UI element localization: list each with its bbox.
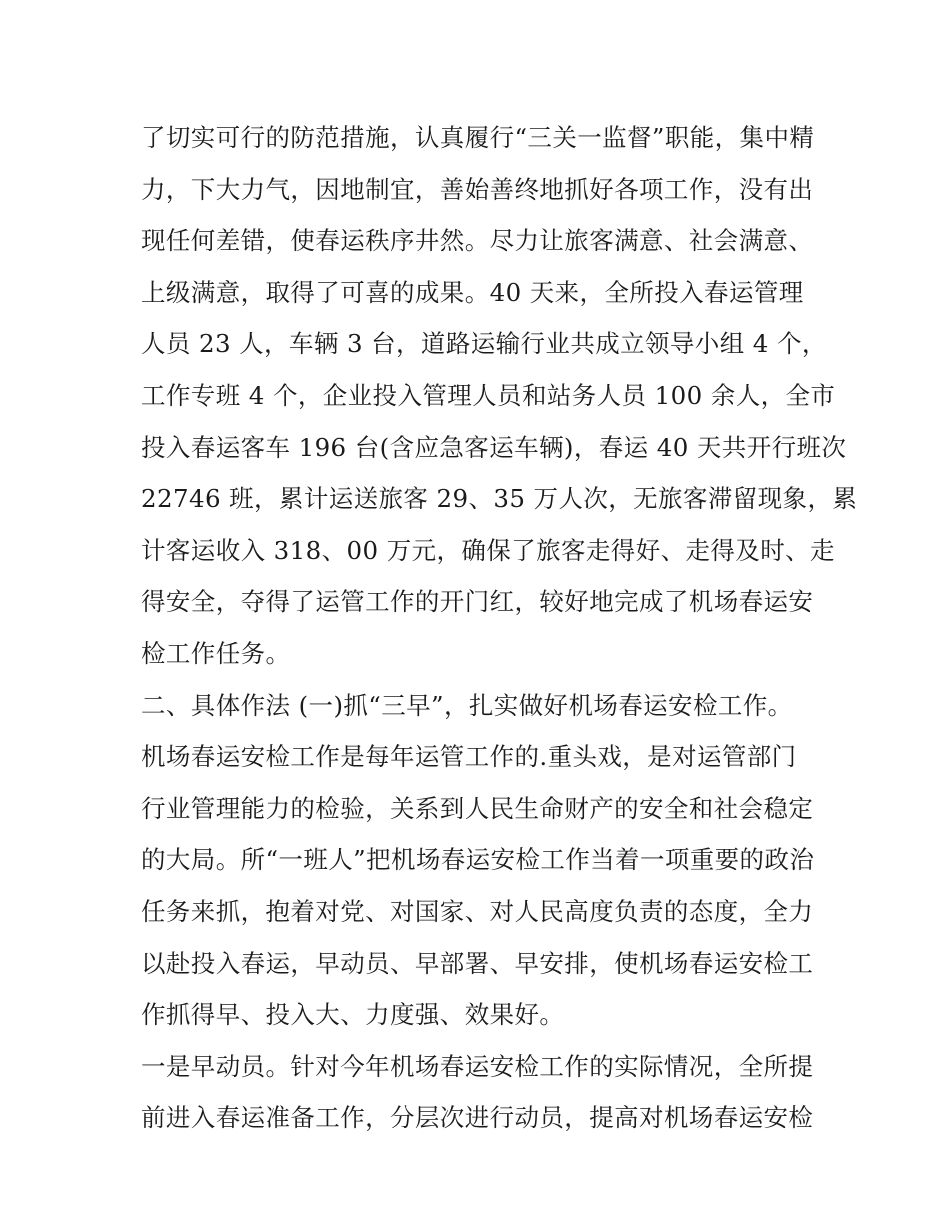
text-line: 得安全，夺得了运管工作的开门红，较好地完成了机场春运安	[141, 587, 814, 617]
text-line: 行业管理能力的检验，关系到人民生命财产的安全和社会稳定	[141, 793, 814, 823]
text-line: 一是早动员。针对今年机场春运安检工作的实际情况，全所提	[141, 1051, 814, 1081]
text-line: 的大局。所“一班人”把机场春运安检工作当着一项重要的政治	[141, 845, 815, 875]
text-line: 以赴投入春运，早动员、早部署、早安排，使机场春运安检工	[141, 948, 814, 978]
text-line: 上级满意，取得了可喜的成果。40 天来，全所投入春运管理	[141, 277, 804, 307]
text-line: 投入春运客车 196 台(含应急客运车辆)，春运 40 天共开行班次	[141, 432, 847, 462]
text-line: 机场春运安检工作是每年运管工作的.重头戏，是对运管部门	[141, 742, 797, 772]
text-line: 了切实可行的防范措施，认真履行“三关一监督”职能，集中精	[141, 123, 815, 152]
text-line: 作抓得早、投入大、力度强、效果好。	[141, 1000, 565, 1030]
text-line: 前进入春运准备工作，分层次进行动员，提高对机场春运安检	[141, 1103, 814, 1133]
text-line: 现任何差错，使春运秩序井然。尽力让旅客满意、社会满意、	[141, 226, 814, 256]
text-line: 计客运收入 318、00 万元，确保了旅客走得好、走得及时、走	[141, 535, 835, 565]
text-line: 工作专班 4 个，企业投入管理人员和站务人员 100 余人，全市	[141, 380, 836, 410]
section-heading: 二、具体作法 (一)抓“三早”，扎实做好机场春运安检工作。	[141, 690, 793, 720]
text-line: 22746 班，累计运送旅客 29、35 万人次，无旅客滞留现象，累	[141, 484, 858, 514]
text-line: 力，下大力气，因地制宜，善始善终地抓好各项工作，没有出	[141, 174, 814, 204]
text-line: 任务来抓，抱着对党、对国家、对人民高度负责的态度，全力	[141, 896, 814, 926]
text-line: 人员 23 人，车辆 3 台，道路运输行业共成立领导小组 4 个，	[141, 329, 827, 359]
text-line: 检工作任务。	[141, 638, 291, 668]
body-text	[141, 112, 858, 1144]
